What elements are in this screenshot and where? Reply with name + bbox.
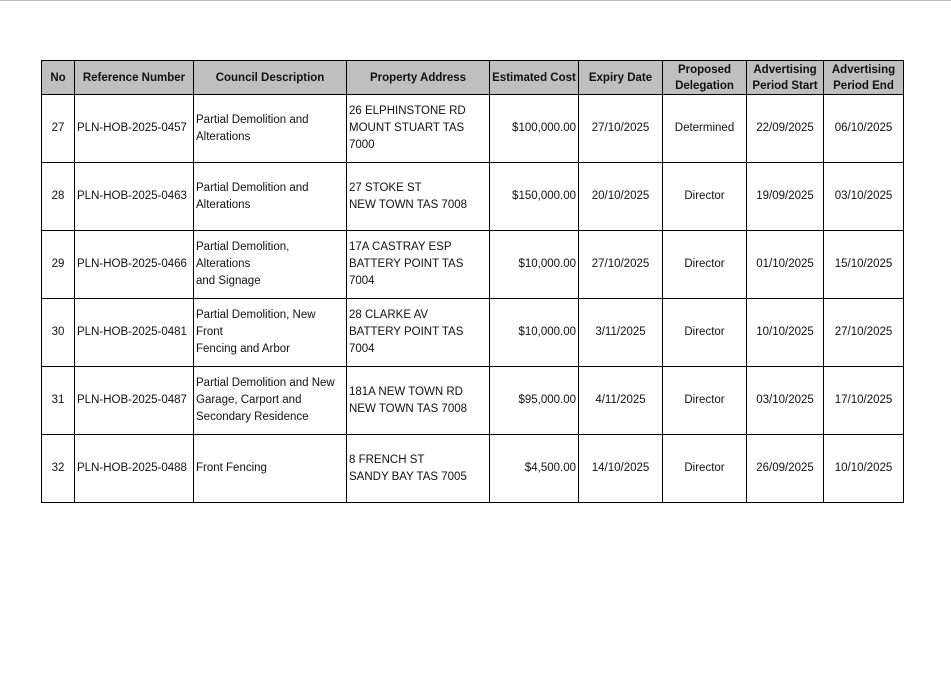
cell-adv-end: 03/10/2025 — [824, 163, 904, 231]
cell-description — [194, 95, 347, 163]
cell-adv-start: 26/09/2025 — [747, 435, 824, 503]
header-delegation — [663, 61, 747, 95]
cell-adv-start: 19/09/2025 — [747, 163, 824, 231]
header-no: No — [42, 61, 75, 95]
cell-adv-start: 03/10/2025 — [747, 367, 824, 435]
header-adv-start — [747, 61, 824, 95]
description-line: Partial Demolition and — [196, 181, 309, 194]
cell-expiry: 27/10/2025 — [579, 231, 663, 299]
header-row — [42, 61, 904, 95]
cell-address — [347, 163, 490, 231]
table-row — [42, 163, 904, 231]
cell-address — [347, 367, 490, 435]
address-line: NEW TOWN TAS 7008 — [349, 402, 468, 415]
cell-no: 30 — [42, 299, 75, 367]
address-line: BATTERY POINT TAS 7004 — [349, 258, 464, 287]
cell-reference: PLN-HOB-2025-0463 — [75, 163, 194, 231]
description-line: Fencing and Arbor — [196, 343, 290, 355]
address-line: BATTERY POINT TAS 7004 — [349, 326, 464, 355]
table-row — [42, 231, 904, 299]
cell-cost: $150,000.00 — [490, 163, 579, 231]
cell-address — [347, 299, 490, 367]
header-adv-end — [824, 61, 904, 95]
header-address: Property Address — [347, 61, 490, 95]
table-row — [42, 95, 904, 163]
cell-adv-start: 10/10/2025 — [747, 299, 824, 367]
description-line: Secondary Residence — [196, 411, 309, 423]
cell-no: 28 — [42, 163, 75, 231]
cell-no: 31 — [42, 367, 75, 435]
table-row — [42, 299, 904, 367]
cell-address — [347, 435, 490, 503]
header-adv-end-line: Advertising — [831, 63, 896, 76]
cell-description — [194, 435, 347, 503]
cell-delegation: Determined — [663, 95, 747, 163]
cell-description — [194, 367, 347, 435]
cell-delegation: Director — [663, 163, 747, 231]
cell-delegation: Director — [663, 435, 747, 503]
top-divider — [0, 0, 951, 1]
description-line: Partial Demolition, New Front — [196, 309, 316, 338]
cell-cost: $95,000.00 — [490, 367, 579, 435]
description-line: Front Fencing — [196, 462, 267, 474]
header-description: Council Description — [194, 61, 347, 95]
address-line: SANDY BAY TAS 7005 — [349, 470, 467, 483]
header-delegation-line: Proposed — [677, 63, 732, 76]
cell-description — [194, 299, 347, 367]
header-delegation-line: Delegation — [675, 79, 734, 92]
cell-cost: $10,000.00 — [490, 299, 579, 367]
cell-expiry: 4/11/2025 — [579, 367, 663, 435]
cell-delegation: Director — [663, 367, 747, 435]
cell-expiry: 3/11/2025 — [579, 299, 663, 367]
cell-description — [194, 163, 347, 231]
header-adv-start-line: Period Start — [752, 79, 818, 92]
cell-reference: PLN-HOB-2025-0481 — [75, 299, 194, 367]
cell-address — [347, 95, 490, 163]
description-line: Partial Demolition, Alterations — [196, 241, 290, 270]
address-line: 181A NEW TOWN RD — [349, 385, 463, 398]
address-line: 17A CASTRAY ESP — [349, 241, 452, 253]
description-line: Garage, Carport and — [196, 394, 302, 406]
cell-expiry: 20/10/2025 — [579, 163, 663, 231]
cell-reference: PLN-HOB-2025-0466 — [75, 231, 194, 299]
cell-adv-start: 01/10/2025 — [747, 231, 824, 299]
cell-cost: $10,000.00 — [490, 231, 579, 299]
cell-address — [347, 231, 490, 299]
address-line: NEW TOWN TAS 7008 — [349, 198, 468, 211]
address-line: 27 STOKE ST — [349, 181, 422, 194]
cell-cost: $4,500.00 — [490, 435, 579, 503]
cell-expiry: 14/10/2025 — [579, 435, 663, 503]
address-line: 28 CLARKE AV — [349, 309, 429, 321]
cell-adv-end: 06/10/2025 — [824, 95, 904, 163]
cell-adv-end: 10/10/2025 — [824, 435, 904, 503]
description-line: Partial Demolition and New — [196, 377, 335, 389]
header-reference: Reference Number — [75, 61, 194, 95]
cell-delegation: Director — [663, 299, 747, 367]
cell-reference: PLN-HOB-2025-0457 — [75, 95, 194, 163]
cell-adv-end: 17/10/2025 — [824, 367, 904, 435]
description-line: Alterations — [196, 198, 251, 211]
applications-table — [41, 60, 904, 503]
header-adv-end-line: Period End — [833, 79, 894, 92]
cell-description — [194, 231, 347, 299]
cell-delegation: Director — [663, 231, 747, 299]
header-cost: Estimated Cost — [490, 61, 579, 95]
cell-no: 32 — [42, 435, 75, 503]
header-expiry: Expiry Date — [579, 61, 663, 95]
description-line: and Signage — [196, 275, 261, 287]
cell-adv-end: 27/10/2025 — [824, 299, 904, 367]
address-line: 8 FRENCH ST — [349, 453, 425, 466]
cell-no: 29 — [42, 231, 75, 299]
table-body — [42, 95, 904, 503]
address-line: 26 ELPHINSTONE RD — [349, 105, 466, 117]
cell-cost: $100,000.00 — [490, 95, 579, 163]
header-adv-start-line: Advertising — [753, 63, 817, 76]
cell-reference: PLN-HOB-2025-0487 — [75, 367, 194, 435]
table-row — [42, 367, 904, 435]
table-row — [42, 435, 904, 503]
address-line: MOUNT STUART TAS 7000 — [349, 122, 465, 151]
cell-no: 27 — [42, 95, 75, 163]
cell-reference: PLN-HOB-2025-0488 — [75, 435, 194, 503]
cell-adv-start: 22/09/2025 — [747, 95, 824, 163]
description-line: Alterations — [196, 130, 251, 143]
cell-adv-end: 15/10/2025 — [824, 231, 904, 299]
cell-expiry: 27/10/2025 — [579, 95, 663, 163]
description-line: Partial Demolition and — [196, 113, 309, 126]
